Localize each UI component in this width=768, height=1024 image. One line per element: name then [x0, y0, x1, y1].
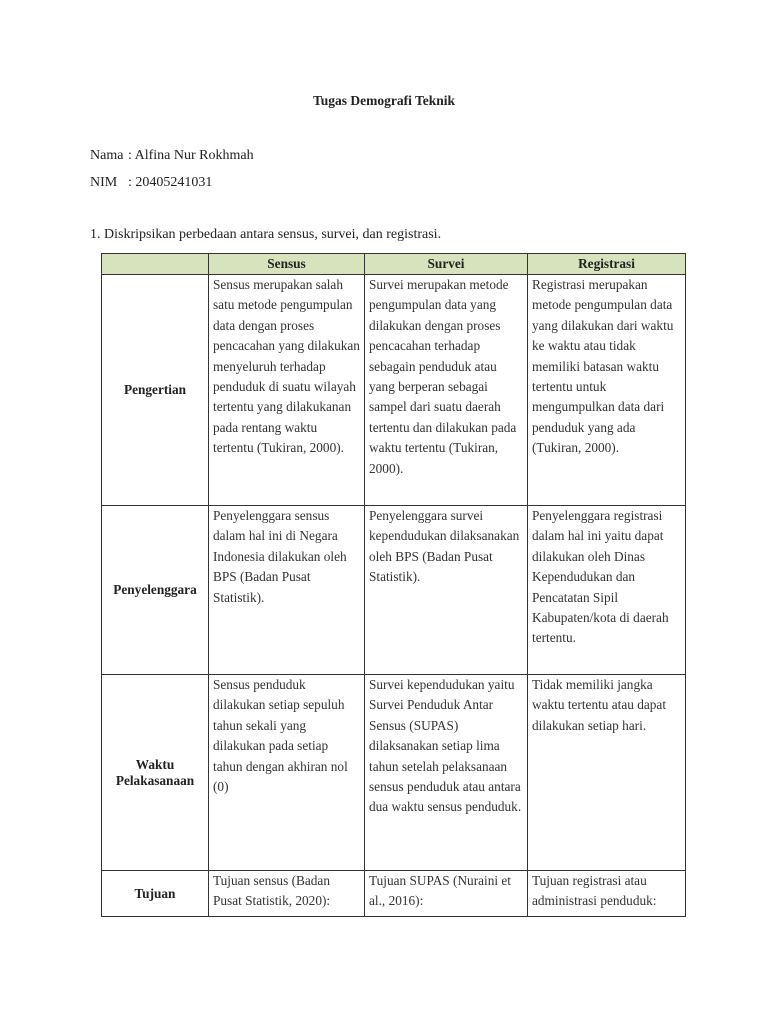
- header-survei: Survei: [365, 254, 528, 275]
- cell-waktu-survei: Survei kependudukan yaitu Survei Penduduk Antar Sensus (SUPAS) dilaksanakan setiap lima tahun setelah pelaksanaan sensus penduduk atau antara dua waktu sensus penduduk.: [365, 675, 528, 871]
- header-sensus: Sensus: [209, 254, 365, 275]
- nim-label: NIM: [90, 175, 118, 190]
- cell-penyelenggara-sensus: Penyelenggara sensus dalam hal ini di Negara Indonesia dilakukan oleh BPS (Badan Pusat Statistik).: [209, 506, 365, 675]
- header-corner: [102, 254, 209, 275]
- comparison-table: [101, 253, 686, 917]
- name-line: [90, 148, 254, 164]
- nim-value: : 20405241031: [128, 175, 213, 190]
- name-label: Nama: [90, 148, 124, 163]
- header-registrasi: Registrasi: [528, 254, 686, 275]
- row-label-waktu: Waktu Pelakasanaan: [102, 675, 209, 871]
- table-row: [102, 506, 686, 675]
- row-label-pengertian: Pengertian: [102, 275, 209, 506]
- document-title: Tugas Demografi Teknik: [312, 93, 456, 108]
- row-label-penyelenggara: Penyelenggara: [102, 506, 209, 675]
- cell-penyelenggara-registrasi: Penyelenggara registrasi dalam hal ini yaitu dapat dilakukan oleh Dinas Kependudukan dan Pencatatan Sipil Kabupaten/kota di daerah tertentu.: [528, 506, 686, 675]
- cell-pengertian-sensus: Sensus merupakan salah satu metode pengumpulan data dengan proses pencacahan yang dilakukan menyeluruh terhadap penduduk di suatu wilayah tertentu yang dilakukanan pada rentang waktu tertentu (Tukiran, 2000).: [209, 275, 365, 506]
- cell-tujuan-registrasi: Tujuan registrasi atau administrasi penduduk:: [528, 871, 686, 917]
- question-text: 1. Diskripsikan perbedaan antara sensus, survei, dan registrasi.: [90, 227, 442, 242]
- cell-penyelenggara-survei: Penyelenggara survei kependudukan dilaksanakan oleh BPS (Badan Pusat Statistik).: [365, 506, 528, 675]
- table-header-row: [102, 254, 686, 275]
- table-row: [102, 675, 686, 871]
- name-value: : Alfina Nur Rokhmah: [128, 148, 254, 163]
- table-row: [102, 275, 686, 506]
- cell-pengertian-registrasi: Registrasi merupakan metode pengumpulan data yang dilakukan dari waktu ke waktu atau tidak memiliki batasan waktu tertentu untuk mengumpulkan data dari penduduk yang ada (Tukiran, 2000).: [528, 275, 686, 506]
- table-row: [102, 871, 686, 917]
- nim-line: [90, 175, 212, 191]
- cell-tujuan-sensus: Tujuan sensus (Badan Pusat Statistik, 2020):: [209, 871, 365, 917]
- cell-pengertian-survei: Survei merupakan metode pengumpulan data yang dilakukan dengan proses pencacahan terhadap sebagain penduduk atau yang berperan sebagai sampel dari suatu daerah tertentu dan dilakukan pada waktu tertentu (Tukiran, 2000).: [365, 275, 528, 506]
- cell-tujuan-survei: Tujuan SUPAS (Nuraini et al., 2016):: [365, 871, 528, 917]
- cell-waktu-registrasi: Tidak memiliki jangka waktu tertentu atau dapat dilakukan setiap hari.: [528, 675, 686, 871]
- row-label-tujuan: Tujuan: [102, 871, 209, 917]
- cell-waktu-sensus: Sensus penduduk dilakukan setiap sepuluh tahun sekali yang dilakukan pada setiap tahun dengan akhiran nol (0): [209, 675, 365, 871]
